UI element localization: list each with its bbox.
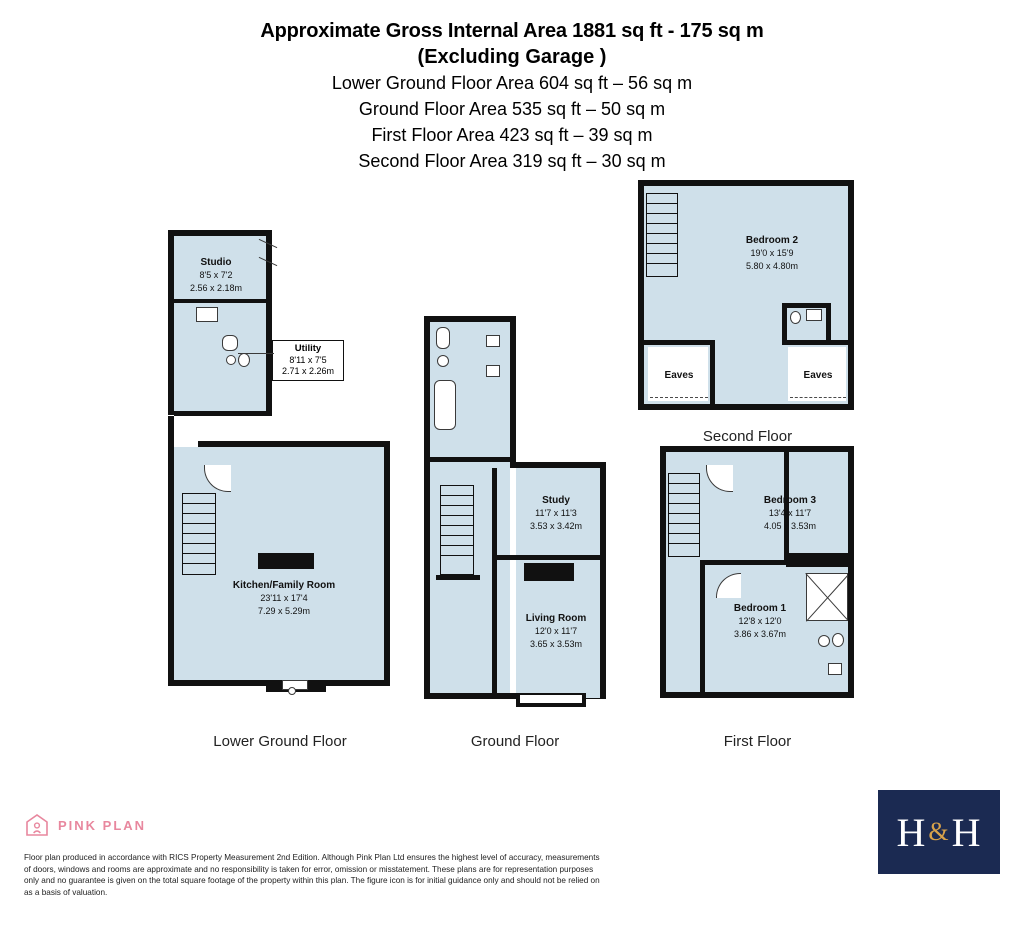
room-label-bedroom-1: Bedroom 1 12'8 x 12'0 3.86 x 3.67m [733, 603, 787, 639]
label-eaves-right: Eaves [803, 370, 833, 381]
room-label-study: Study 11'7 x 11'3 3.53 x 3.42m [529, 495, 583, 531]
header-title: Approximate Gross Internal Area 1881 sq ft - 175 sq m [260, 20, 764, 42]
floorplan-canvas [0, 175, 1024, 775]
footer [24, 812, 624, 898]
area-second: Second Floor Area 319 sq ft – 30 sq m [358, 151, 666, 171]
room-label-bedroom-2: Bedroom 2 19'0 x 15'9 5.80 x 4.80m [745, 235, 799, 271]
header [0, 0, 1024, 174]
floor-label-ground: Ground Floor [470, 733, 560, 750]
room-label-kitchen-family-room: Kitchen/Family Room 23'11 x 17'4 7.29 x 5.29m [232, 580, 336, 616]
label-eaves-left: Eaves [664, 370, 694, 381]
header-subtitle: (Excluding Garage ) [417, 46, 607, 68]
hh-logo-left: H [896, 809, 927, 855]
disclaimer-text: Floor plan produced in accordance with RICS Property Measurement 2nd Edition. Although Pink Plan Ltd ensures the highest level of accuracy, measurements of doors, windows and rooms are approximate and no responsibility is taken for error, omission or misstatement. These plans are for representation purposes only and no guarantee is given on the total square footage of the property within this plan. The figure icon is for initial guidance only and should not be relied on as a basis of valuation. [24, 853, 600, 897]
area-lower-ground: Lower Ground Floor Area 604 sq ft – 56 sq m [331, 73, 693, 93]
floor-label-first: First Floor [723, 733, 792, 750]
pink-plan-name: PINK PLAN [58, 817, 147, 833]
hh-logo [878, 790, 1000, 874]
area-ground: Ground Floor Area 535 sq ft – 50 sq m [358, 99, 666, 119]
hh-logo-right: H [951, 809, 982, 855]
area-first: First Floor Area 423 sq ft – 39 sq m [371, 125, 653, 145]
room-label-living-room: Living Room 12'0 x 11'7 3.65 x 3.53m [525, 613, 587, 649]
floor-label-lower-ground: Lower Ground Floor [213, 733, 347, 750]
room-label-studio: Studio 8'5 x 7'2 2.56 x 2.18m [189, 257, 243, 293]
pink-plan-logo [24, 812, 624, 838]
floor-label-second: Second Floor [702, 428, 793, 445]
room-label-bedroom-3: Bedroom 3 13'4 x 11'7 4.05 x 3.53m [763, 495, 817, 531]
hh-logo-amp: & [928, 817, 950, 846]
room-label-utility: Utility 8'11 x 7'5 2.71 x 2.26m [272, 340, 344, 381]
house-icon [24, 812, 50, 838]
